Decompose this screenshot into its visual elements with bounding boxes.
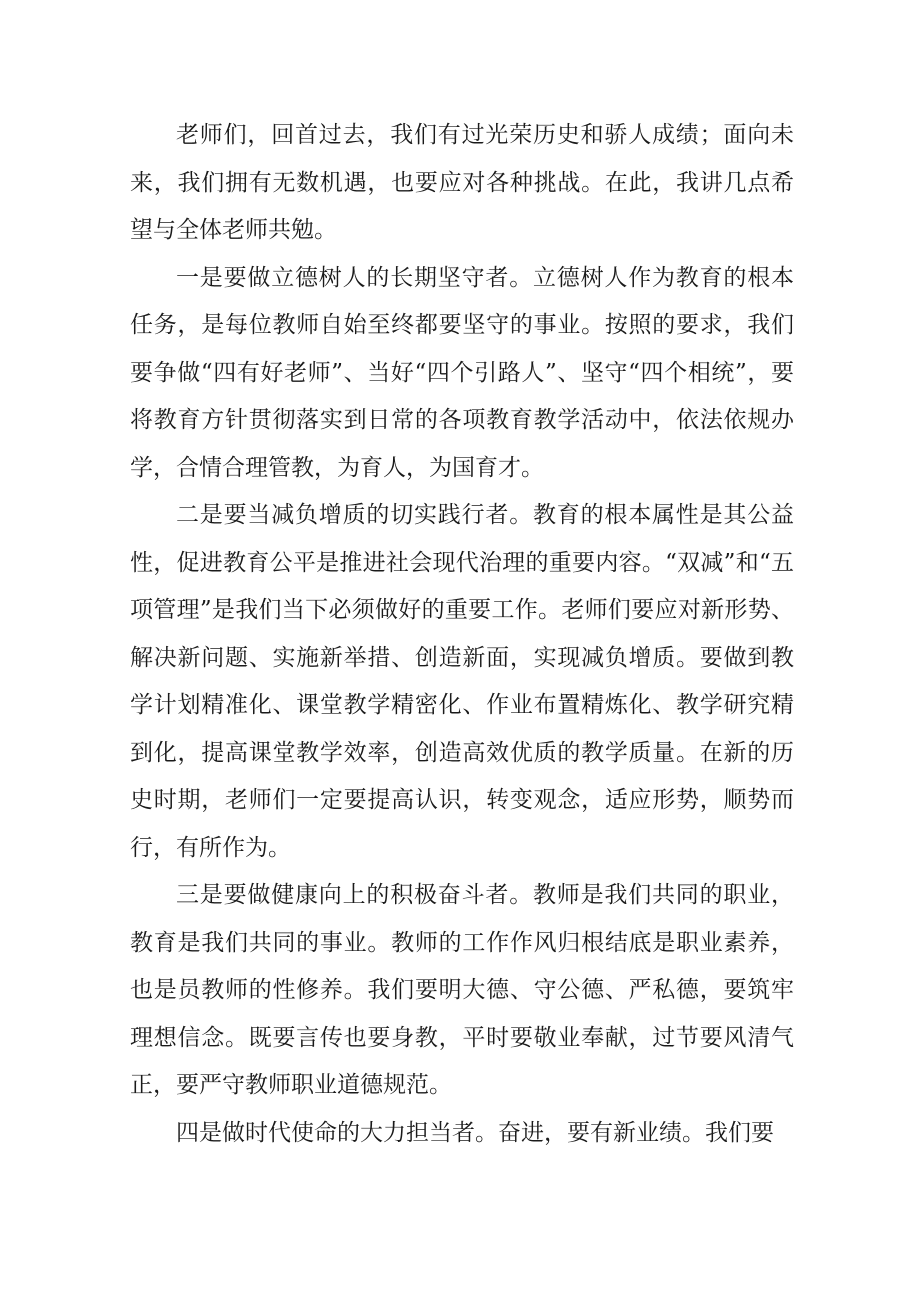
paragraph-point-two: 二是要当减负增质的切实践行者。教育的根本属性是其公益性，促进教育公平是推进社会现代治理的重要内容。“双减”和“五项管理”是我们当下必须做好的重要工作。老师们要应对新形势、解决新问题、实施新举措、创造新面，实现减负增质。要做到教学计划精准化、课堂教学精密化、作业布置精炼化、教学研究精到化，提高课堂教学效率，创造高效优质的教学质量。在新的历史时期，老师们一定要提高认识，转变观念，适应形势，顺势而行，有所作为。 [130, 502, 794, 861]
paragraph-intro: 老师们，回首过去，我们有过光荣历史和骄人成绩；面向未来，我们拥有无数机遇，也要应对各种挑战。在此，我讲几点希望与全体老师共勉。 [130, 122, 794, 243]
paragraph-point-four: 四是做时代使命的大力担当者。奋进，要有新业绩。我们要 [176, 1119, 774, 1146]
paragraph-point-three: 三是要做健康向上的积极奋斗者。教师是我们共同的职业，教育是我们共同的事业。教师的工作作风归根结底是职业素养，也是员教师的性修养。我们要明大德、守公德、严私德，要筑牢理想信念。既要言传也要身教，平时要敬业奉献，过节要风清气正，要严守教师职业道德规范。 [130, 882, 794, 1098]
document-body [130, 112, 794, 1157]
paragraph-point-one: 一是要做立德树人的长期坚守者。立德树人作为教育的根本任务，是每位教师自始至终都要坚守的事业。按照的要求，我们要争做“四有好老师”、当好“四个引路人”、坚守“四个相统”，要将教育方针贯彻落实到日常的各项教育教学活动中，依法依规办学，合情合理管教，为育人，为国育才。 [130, 264, 794, 481]
